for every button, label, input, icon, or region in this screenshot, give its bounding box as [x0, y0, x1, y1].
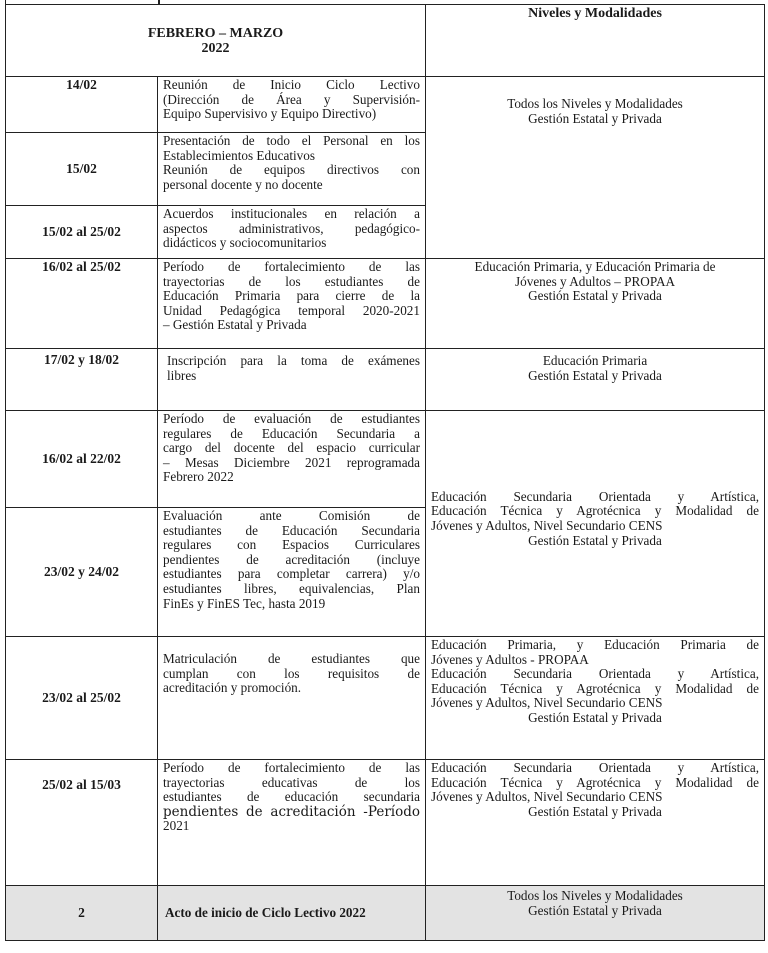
levels-line: Educación Secundaria Orientada y Artística,	[431, 488, 759, 504]
activity-line: estudiantes libres, equivalencias, Plan	[163, 580, 420, 596]
row-date: 23/02 y 24/02	[6, 508, 158, 637]
levels-header: Niveles y Modalidades	[426, 5, 765, 77]
row-activity	[158, 259, 426, 349]
row-date: 15/02	[6, 133, 158, 206]
activity-line: regulares de Educación Secundaria a	[163, 425, 420, 441]
levels-line: Educación Secundaria Orientada y Artística,	[431, 760, 759, 775]
row-activity	[158, 886, 426, 941]
row-date: 14/02	[6, 77, 158, 133]
levels-line: Jóvenes y Adultos - PROPAA	[431, 651, 589, 667]
row-activity	[158, 637, 426, 760]
table-row	[6, 760, 765, 886]
table-row	[6, 349, 765, 411]
activity-line: Febrero 2022	[163, 469, 234, 485]
levels-line: Educación Primaria, y Educación Primaria de	[474, 259, 716, 274]
row-levels	[426, 259, 765, 349]
levels-line: Educación Secundaria Orientada y Artística,	[431, 666, 759, 682]
row-activity	[158, 349, 426, 411]
activity-line: trayectorias educativas de los	[163, 774, 420, 790]
levels-line: Gestión Estatal y Privada	[528, 367, 662, 383]
activity-line: Matriculación de estudiantes que	[163, 651, 420, 666]
activity-line: acreditación y promoción.	[163, 680, 302, 696]
activity-line: Establecimientos Educativos	[163, 147, 315, 163]
levels-line: Gestión Estatal y Privada	[528, 902, 662, 918]
activity-line: estudiantes de Educación Secundaria	[163, 522, 420, 538]
activity-line: Reunión de equipos directivos con	[163, 162, 420, 178]
row-activity	[158, 411, 426, 508]
row-date: 23/02 al 25/02	[6, 637, 158, 760]
activity-line: personal docente y no docente	[163, 176, 323, 192]
row-levels	[426, 637, 765, 760]
activity-line: estudiantes de educación secundaria	[163, 789, 420, 805]
activity-line: Equipo Supervisivo y Equipo Directivo)	[163, 106, 377, 122]
activity-line: aspectos administrativos, pedagógico-	[163, 220, 420, 236]
levels-line: Educación Primaria, y Educación Primaria de	[431, 637, 759, 652]
levels-line: Gestión Estatal y Privada	[528, 532, 662, 548]
table-row-highlighted	[6, 886, 765, 941]
activity-line: Período de evaluación de estudiantes	[163, 411, 420, 426]
row-date: 17/02 y 18/02	[6, 349, 158, 411]
table-row	[6, 77, 765, 133]
activity-line: Unidad Pedagógica temporal 2020-2021	[163, 302, 420, 318]
activity-line: pendientes de acreditación (incluye	[163, 551, 420, 567]
activity-line: (Dirección de Área y Supervisión-	[163, 91, 420, 107]
school-calendar-table	[5, 4, 765, 941]
row-date: 2	[6, 886, 158, 941]
activity-line: didácticos y sociocomunitarios	[163, 235, 327, 251]
levels-line: Todos los Niveles y Modalidades	[507, 96, 683, 111]
levels-line: Todos los Niveles y Modalidades	[507, 888, 683, 903]
activity-line: libres	[167, 367, 197, 383]
activity-line: Acto de inicio de Ciclo Lectivo 2022	[165, 905, 366, 921]
activity-line: Presentación de todo el Personal en los	[163, 133, 420, 148]
activity-line: Acuerdos institucionales en relación a	[163, 206, 420, 221]
activity-line: pendientes de acreditación -Período	[163, 803, 420, 820]
row-date: 15/02 al 25/02	[6, 206, 158, 259]
levels-line: Educación Técnica y Agrotécnica y Modalidad de	[431, 774, 759, 790]
period-year: 2022	[201, 41, 230, 56]
activity-line: Período de fortalecimiento de las	[163, 259, 420, 274]
activity-line: FinEs y FinES Tec, hasta 2019	[163, 595, 326, 611]
row-date: 25/02 al 15/03	[6, 760, 158, 886]
row-activity	[158, 77, 426, 133]
activity-line: 2021	[163, 818, 190, 834]
row-levels	[426, 886, 765, 941]
row-levels	[426, 349, 765, 411]
levels-line: Educación Primaria	[542, 353, 648, 368]
row-levels	[426, 77, 765, 259]
levels-line: Jóvenes y Adultos – PROPAA	[515, 273, 675, 289]
row-date: 16/02 al 22/02	[6, 411, 158, 508]
row-activity	[158, 508, 426, 637]
activity-line: Evaluación ante Comisión de	[163, 508, 420, 523]
levels-line: Gestión Estatal y Privada	[528, 288, 662, 304]
levels-line: Jóvenes y Adultos, Nivel Secundario CENS	[431, 695, 663, 711]
activity-line: – Mesas Diciembre 2021 reprogramada	[163, 454, 420, 470]
table-row	[6, 411, 765, 508]
levels-line: Jóvenes y Adultos, Nivel Secundario CENS	[431, 789, 663, 805]
period-header	[6, 5, 426, 77]
activity-line: – Gestión Estatal y Privada	[163, 317, 307, 333]
table-header-row	[6, 5, 765, 77]
activity-line: estudiantes para completar carrera) y/o	[163, 566, 420, 582]
row-activity	[158, 760, 426, 886]
row-levels	[426, 760, 765, 886]
table-row	[6, 637, 765, 760]
activity-line: Inscripción para la toma de exámenes	[167, 353, 420, 368]
levels-line: Jóvenes y Adultos, Nivel Secundario CENS	[431, 518, 663, 533]
activity-line: cumplan con los requisitos de	[163, 665, 420, 681]
period-months: FEBRERO – MARZO	[147, 26, 284, 41]
levels-line: Educación Técnica y Agrotécnica y Modalidad de	[431, 680, 759, 696]
activity-line: cargo del docente del espacio curricular	[163, 440, 420, 456]
table-row	[6, 259, 765, 349]
activity-line: Período de fortalecimiento de las	[163, 760, 420, 775]
row-activity	[158, 133, 426, 206]
levels-line: Gestión Estatal y Privada	[528, 110, 662, 126]
activity-line: trayectorias de los estudiantes de	[163, 273, 420, 289]
row-date: 16/02 al 25/02	[6, 259, 158, 349]
activity-line: Reunión de Inicio Ciclo Lectivo	[163, 77, 420, 92]
levels-line: Gestión Estatal y Privada	[528, 709, 662, 725]
levels-line: Gestión Estatal y Privada	[528, 803, 662, 819]
activity-line: regulares con Espacios Curriculares	[163, 537, 420, 553]
activity-line: Educación Primaria para cierre de la	[163, 288, 420, 304]
row-activity	[158, 206, 426, 259]
row-levels	[426, 411, 765, 637]
levels-line: Educación Técnica y Agrotécnica y Modalidad de	[431, 503, 759, 519]
